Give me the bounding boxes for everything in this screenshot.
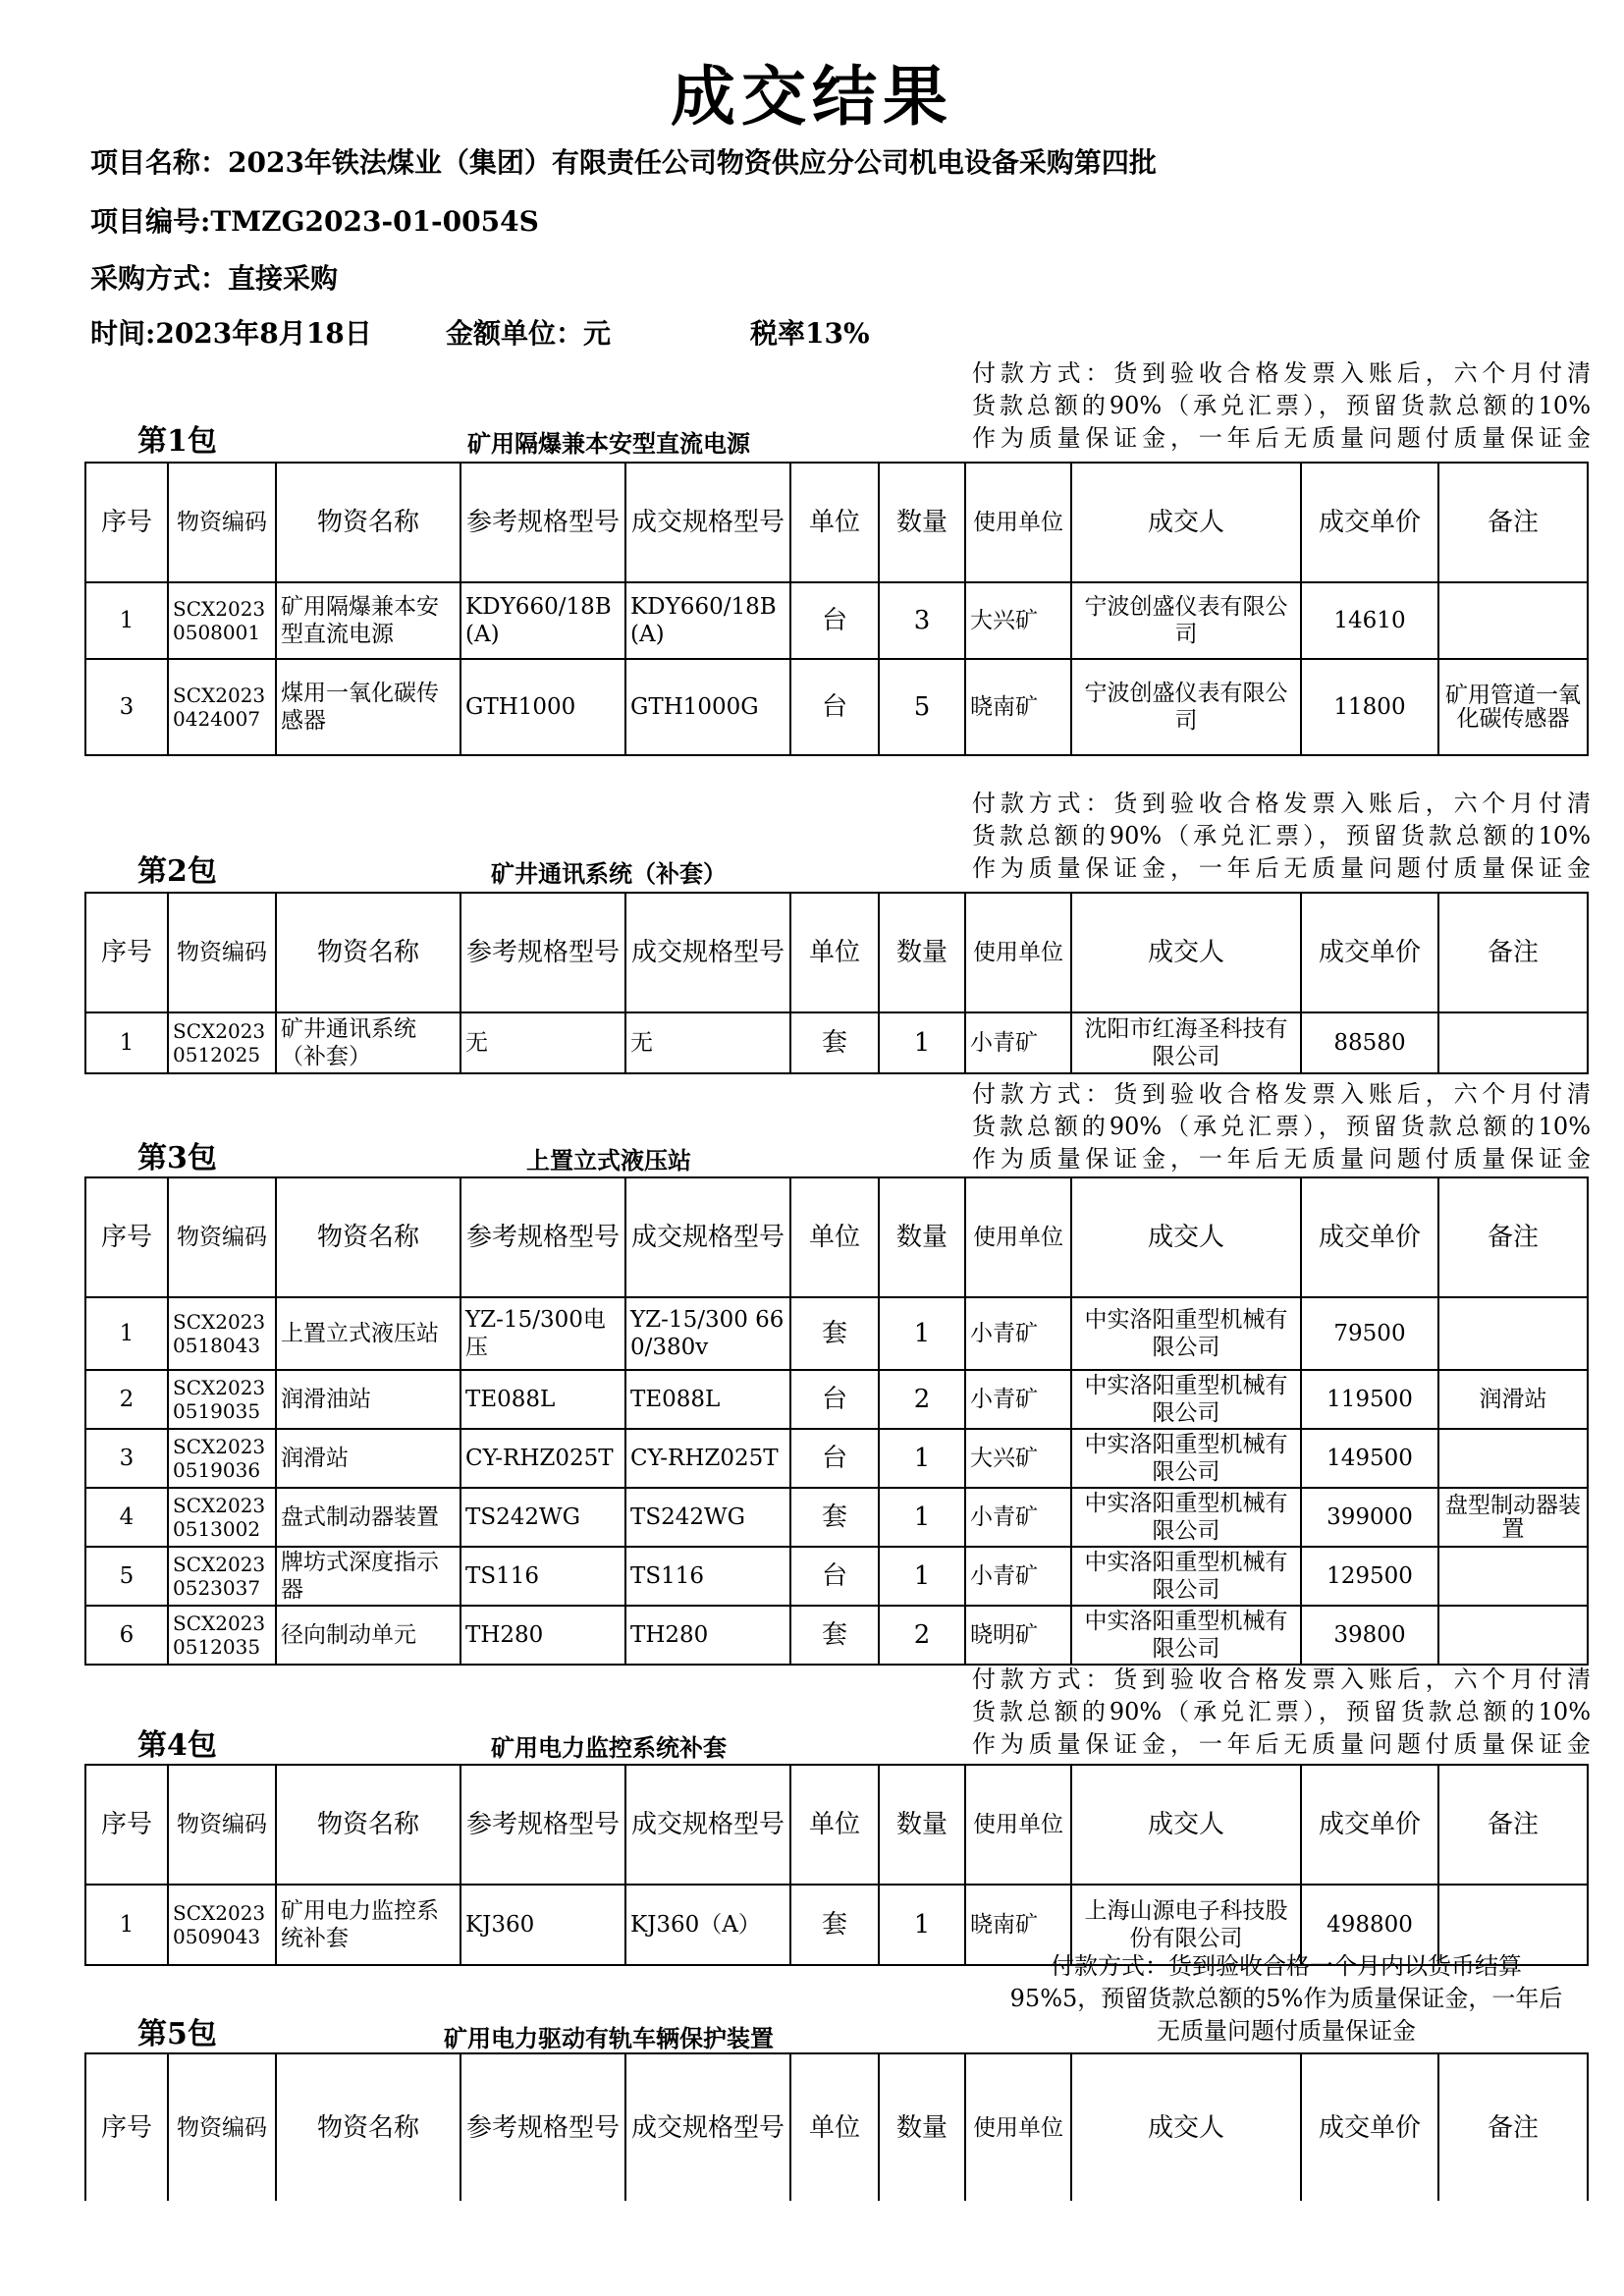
cell-winner: 中实洛阳重型机械有限公司 [1071, 1606, 1301, 1665]
cell-user: 小青矿 [965, 1370, 1071, 1429]
payment-terms-3 [972, 1078, 1591, 1175]
package-name-5: 矿用电力驱动有轨车辆保护装置 [444, 2024, 774, 2052]
column-header-note: 备注 [1438, 463, 1588, 582]
procurement-method: 采购方式：直接采购 [90, 262, 339, 295]
cell-note [1438, 582, 1588, 659]
column-header-seq: 序号 [85, 893, 168, 1012]
cell-qty: 1 [879, 1547, 965, 1606]
cell-name: 矿井通讯系统（补套） [276, 1012, 460, 1073]
column-header-seq: 序号 [85, 2053, 168, 2201]
cell-seq: 1 [85, 1297, 168, 1370]
cell-deal: TE088L [625, 1370, 790, 1429]
cell-seq: 3 [85, 659, 168, 755]
package-table-1 [84, 462, 1589, 756]
column-header-qty: 数量 [879, 1177, 965, 1297]
cell-qty: 1 [879, 1488, 965, 1547]
cell-seq: 4 [85, 1488, 168, 1547]
cell-seq: 1 [85, 1012, 168, 1073]
payment-line: 货款总额的90%（承兑汇票），预留货款总额的10% [972, 392, 1591, 419]
column-header-price: 成交单价 [1301, 463, 1438, 582]
cell-user: 小青矿 [965, 1012, 1071, 1073]
cell-unit: 套 [790, 1606, 879, 1665]
payment-line: 付款方式：货到验收合格发票入账后，六个月付清 [972, 1666, 1591, 1693]
column-header-ref-spec: 参考规格型号 [460, 1177, 625, 1297]
cell-unit: 套 [790, 1297, 879, 1370]
package-table-4 [84, 1764, 1589, 1966]
cell-ref: KJ360 [460, 1885, 625, 1965]
payment-terms-5 [992, 1950, 1581, 2048]
package-table-2 [84, 892, 1589, 1074]
cell-user: 晓明矿 [965, 1606, 1071, 1665]
payment-line: 作为质量保证金，一年后无质量问题付质量保证金 [972, 424, 1591, 452]
cell-deal: KDY660/18B(A) [625, 582, 790, 659]
cell-unit: 台 [790, 659, 879, 755]
payment-line: 作为质量保证金，一年后无质量问题付质量保证金 [972, 1730, 1591, 1758]
column-header-user: 使用单位 [965, 1177, 1071, 1297]
payment-line: 货款总额的90%（承兑汇票），预留货款总额的10% [972, 1113, 1591, 1140]
table-row [85, 1429, 1588, 1488]
cell-code: SCX20230513002 [168, 1488, 276, 1547]
package-label-5: 第5包 [137, 2017, 217, 2051]
column-header-qty: 数量 [879, 463, 965, 582]
cell-note: 盘型制动器装置 [1438, 1488, 1588, 1547]
column-header-seq: 序号 [85, 463, 168, 582]
cell-name: 矿用隔爆兼本安型直流电源 [276, 582, 460, 659]
cell-code: SCX20230508001 [168, 582, 276, 659]
payment-line: 付款方式：货到验收合格一个月内以货币结算 [1051, 1952, 1522, 1980]
cell-name: 径向制动单元 [276, 1606, 460, 1665]
cell-code: SCX20230509043 [168, 1885, 276, 1965]
cell-price: 149500 [1301, 1429, 1438, 1488]
cell-note: 润滑站 [1438, 1370, 1588, 1429]
cell-unit: 台 [790, 1370, 879, 1429]
cell-seq: 2 [85, 1370, 168, 1429]
column-header-qty: 数量 [879, 893, 965, 1012]
column-header-code: 物资编码 [168, 2053, 276, 2201]
column-header-code: 物资编码 [168, 893, 276, 1012]
column-header-seq: 序号 [85, 1765, 168, 1885]
cell-unit: 台 [790, 1547, 879, 1606]
payment-line: 无质量问题付质量保证金 [1157, 2017, 1416, 2045]
cell-name: 牌坊式深度指示器 [276, 1547, 460, 1606]
cell-winner: 中实洛阳重型机械有限公司 [1071, 1547, 1301, 1606]
cell-ref: 无 [460, 1012, 625, 1073]
cell-name: 煤用一氧化碳传感器 [276, 659, 460, 755]
package-name-2: 矿井通讯系统（补套） [491, 859, 727, 888]
cell-winner: 中实洛阳重型机械有限公司 [1071, 1297, 1301, 1370]
cell-user: 小青矿 [965, 1488, 1071, 1547]
cell-price: 88580 [1301, 1012, 1438, 1073]
payment-terms-1 [972, 357, 1591, 455]
payment-terms-2 [972, 788, 1591, 885]
cell-note [1438, 1012, 1588, 1073]
column-header-user: 使用单位 [965, 1765, 1071, 1885]
cell-note: 矿用管道一氧化碳传感器 [1438, 659, 1588, 755]
cell-name: 润滑站 [276, 1429, 460, 1488]
cell-name: 润滑油站 [276, 1370, 460, 1429]
cell-unit: 台 [790, 582, 879, 659]
package-label-2: 第2包 [137, 854, 217, 889]
cell-ref: TS116 [460, 1547, 625, 1606]
cell-price: 11800 [1301, 659, 1438, 755]
column-header-code: 物资编码 [168, 1765, 276, 1885]
cell-price: 39800 [1301, 1606, 1438, 1665]
payment-line: 95%5，预留货款总额的5%作为质量保证金，一年后 [1009, 1985, 1563, 2012]
package-name-4: 矿用电力监控系统补套 [491, 1733, 727, 1762]
package-label-3: 第3包 [137, 1141, 217, 1175]
package-table-3 [84, 1176, 1589, 1666]
table-header-row [85, 1765, 1588, 1885]
cell-code: SCX20230523037 [168, 1547, 276, 1606]
cell-deal: TH280 [625, 1606, 790, 1665]
cell-price: 79500 [1301, 1297, 1438, 1370]
cell-qty: 1 [879, 1885, 965, 1965]
cell-winner: 沈阳市红海圣科技有限公司 [1071, 1012, 1301, 1073]
cell-code: SCX20230512035 [168, 1606, 276, 1665]
payment-line: 付款方式：货到验收合格发票入账后，六个月付清 [972, 790, 1591, 817]
cell-qty: 2 [879, 1606, 965, 1665]
cell-name: 矿用电力监控系统补套 [276, 1885, 460, 1965]
column-header-unit: 单位 [790, 1177, 879, 1297]
page-title: 成交结果 [671, 58, 953, 135]
column-header-winner: 成交人 [1071, 893, 1301, 1012]
column-header-unit: 单位 [790, 1765, 879, 1885]
column-header-qty: 数量 [879, 1765, 965, 1885]
table-header-row [85, 1177, 1588, 1297]
column-header-ref-spec: 参考规格型号 [460, 463, 625, 582]
column-header-name: 物资名称 [276, 2053, 460, 2201]
tax-rate: 税率13% [750, 317, 870, 350]
cell-deal: CY-RHZ025T [625, 1429, 790, 1488]
cell-user: 大兴矿 [965, 1429, 1071, 1488]
payment-line: 货款总额的90%（承兑汇票），预留货款总额的10% [972, 1698, 1591, 1725]
column-header-price: 成交单价 [1301, 1177, 1438, 1297]
table-header-row [85, 2053, 1588, 2201]
payment-line: 作为质量保证金，一年后无质量问题付质量保证金 [972, 854, 1591, 882]
cell-price: 14610 [1301, 582, 1438, 659]
cell-winner: 宁波创盛仪表有限公司 [1071, 582, 1301, 659]
cell-winner: 中实洛阳重型机械有限公司 [1071, 1488, 1301, 1547]
cell-winner: 中实洛阳重型机械有限公司 [1071, 1429, 1301, 1488]
cell-code: SCX20230518043 [168, 1297, 276, 1370]
cell-note [1438, 1547, 1588, 1606]
cell-unit: 套 [790, 1885, 879, 1965]
column-header-deal-spec: 成交规格型号 [625, 893, 790, 1012]
column-header-seq: 序号 [85, 1177, 168, 1297]
payment-line: 作为质量保证金，一年后无质量问题付质量保证金 [972, 1145, 1591, 1173]
cell-deal: TS116 [625, 1547, 790, 1606]
cell-user: 大兴矿 [965, 582, 1071, 659]
date: 时间:2023年8月18日 [90, 317, 372, 350]
cell-code: SCX20230519035 [168, 1370, 276, 1429]
project-number: 项目编号:TMZG2023-01-0054S [90, 205, 539, 238]
cell-deal: YZ-15/300 660/380v [625, 1297, 790, 1370]
table-row [85, 1606, 1588, 1665]
cell-note [1438, 1429, 1588, 1488]
cell-note [1438, 1606, 1588, 1665]
cell-user: 小青矿 [965, 1297, 1071, 1370]
table-row [85, 1012, 1588, 1073]
cell-deal: GTH1000G [625, 659, 790, 755]
column-header-name: 物资名称 [276, 1177, 460, 1297]
column-header-user: 使用单位 [965, 2053, 1071, 2201]
cell-winner: 中实洛阳重型机械有限公司 [1071, 1370, 1301, 1429]
cell-seq: 5 [85, 1547, 168, 1606]
cell-qty: 2 [879, 1370, 965, 1429]
column-header-note: 备注 [1438, 893, 1588, 1012]
package-label-4: 第4包 [137, 1728, 217, 1763]
cell-price: 129500 [1301, 1547, 1438, 1606]
column-header-name: 物资名称 [276, 1765, 460, 1885]
cell-user: 晓南矿 [965, 1885, 1071, 1965]
cell-ref: TH280 [460, 1606, 625, 1665]
cell-ref: YZ-15/300电压 [460, 1297, 625, 1370]
column-header-price: 成交单价 [1301, 893, 1438, 1012]
cell-ref: GTH1000 [460, 659, 625, 755]
column-header-ref-spec: 参考规格型号 [460, 2053, 625, 2201]
package-label-1: 第1包 [137, 424, 217, 459]
column-header-user: 使用单位 [965, 893, 1071, 1012]
column-header-winner: 成交人 [1071, 1765, 1301, 1885]
package-table-5 [84, 2052, 1589, 2201]
cell-winner: 宁波创盛仪表有限公司 [1071, 659, 1301, 755]
cell-unit: 套 [790, 1488, 879, 1547]
column-header-note: 备注 [1438, 1765, 1588, 1885]
amount-unit: 金额单位：元 [446, 317, 612, 350]
cell-user: 晓南矿 [965, 659, 1071, 755]
cell-name: 上置立式液压站 [276, 1297, 460, 1370]
column-header-deal-spec: 成交规格型号 [625, 2053, 790, 2201]
cell-price: 119500 [1301, 1370, 1438, 1429]
table-row [85, 1488, 1588, 1547]
cell-ref: CY-RHZ025T [460, 1429, 625, 1488]
column-header-deal-spec: 成交规格型号 [625, 463, 790, 582]
cell-unit: 套 [790, 1012, 879, 1073]
payment-terms-4 [972, 1664, 1591, 1761]
cell-unit: 台 [790, 1429, 879, 1488]
column-header-winner: 成交人 [1071, 2053, 1301, 2201]
cell-qty: 1 [879, 1429, 965, 1488]
column-header-ref-spec: 参考规格型号 [460, 893, 625, 1012]
package-name-1: 矿用隔爆兼本安型直流电源 [467, 429, 750, 458]
project-name: 项目名称：2023年铁法煤业（集团）有限责任公司物资供应分公司机电设备采购第四批 [90, 146, 1157, 179]
table-row [85, 659, 1588, 755]
column-header-deal-spec: 成交规格型号 [625, 1177, 790, 1297]
column-header-note: 备注 [1438, 1177, 1588, 1297]
payment-line: 货款总额的90%（承兑汇票），预留货款总额的10% [972, 822, 1591, 849]
cell-qty: 3 [879, 582, 965, 659]
column-header-name: 物资名称 [276, 893, 460, 1012]
cell-user: 小青矿 [965, 1547, 1071, 1606]
cell-qty: 1 [879, 1012, 965, 1073]
table-row [85, 582, 1588, 659]
package-name-3: 上置立式液压站 [526, 1146, 691, 1175]
table-header-row [85, 463, 1588, 582]
cell-deal: KJ360（A） [625, 1885, 790, 1965]
column-header-code: 物资编码 [168, 1177, 276, 1297]
cell-code: SCX20230519036 [168, 1429, 276, 1488]
cell-qty: 1 [879, 1297, 965, 1370]
payment-line: 付款方式：货到验收合格发票入账后，六个月付清 [972, 1080, 1591, 1108]
cell-deal: 无 [625, 1012, 790, 1073]
cell-code: SCX20230512025 [168, 1012, 276, 1073]
column-header-unit: 单位 [790, 463, 879, 582]
payment-line: 付款方式：货到验收合格发票入账后，六个月付清 [972, 359, 1591, 387]
cell-code: SCX20230424007 [168, 659, 276, 755]
column-header-qty: 数量 [879, 2053, 965, 2201]
column-header-unit: 单位 [790, 893, 879, 1012]
cell-ref: KDY660/18B(A) [460, 582, 625, 659]
cell-winner: 上海山源电子科技股份有限公司 [1071, 1885, 1301, 1965]
table-header-row [85, 893, 1588, 1012]
column-header-price: 成交单价 [1301, 1765, 1438, 1885]
column-header-winner: 成交人 [1071, 1177, 1301, 1297]
cell-seq: 1 [85, 582, 168, 659]
column-header-code: 物资编码 [168, 463, 276, 582]
cell-deal: TS242WG [625, 1488, 790, 1547]
cell-seq: 1 [85, 1885, 168, 1965]
column-header-ref-spec: 参考规格型号 [460, 1765, 625, 1885]
column-header-name: 物资名称 [276, 463, 460, 582]
cell-seq: 3 [85, 1429, 168, 1488]
cell-ref: TE088L [460, 1370, 625, 1429]
table-row [85, 1297, 1588, 1370]
cell-note [1438, 1297, 1588, 1370]
column-header-price: 成交单价 [1301, 2053, 1438, 2201]
column-header-unit: 单位 [790, 2053, 879, 2201]
cell-qty: 5 [879, 659, 965, 755]
column-header-winner: 成交人 [1071, 463, 1301, 582]
column-header-deal-spec: 成交规格型号 [625, 1765, 790, 1885]
column-header-user: 使用单位 [965, 463, 1071, 582]
cell-seq: 6 [85, 1606, 168, 1665]
cell-name: 盘式制动器装置 [276, 1488, 460, 1547]
cell-price: 399000 [1301, 1488, 1438, 1547]
column-header-note: 备注 [1438, 2053, 1588, 2201]
table-row [85, 1370, 1588, 1429]
cell-ref: TS242WG [460, 1488, 625, 1547]
cell-price: 498800 [1301, 1885, 1438, 1965]
table-row [85, 1547, 1588, 1606]
